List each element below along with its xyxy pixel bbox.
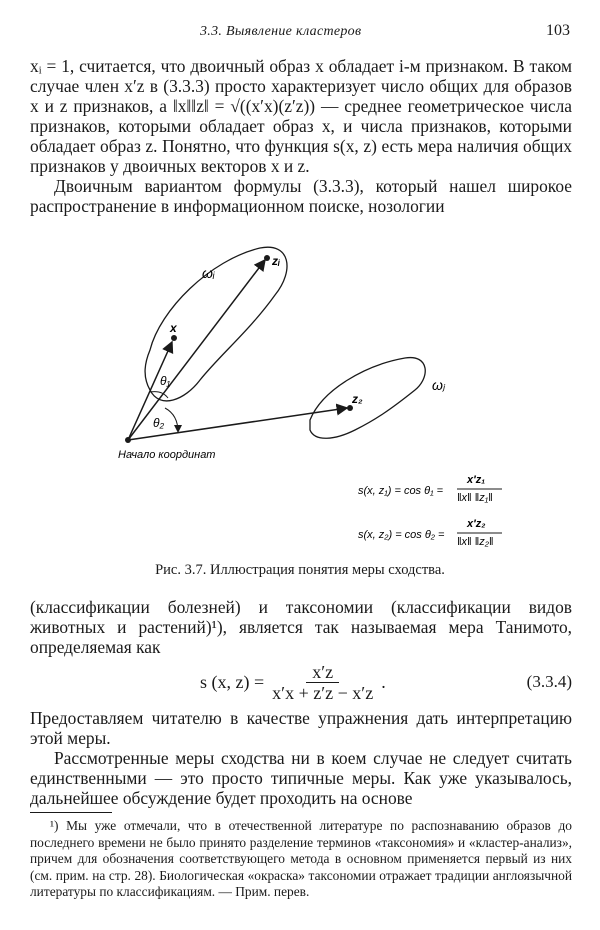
equation-left: s (x, z) = bbox=[200, 671, 265, 692]
formula-cos-theta-1 bbox=[358, 474, 502, 504]
point-x bbox=[171, 335, 177, 341]
formula-2-denominator: ‖x‖ ‖z₂‖ bbox=[457, 536, 494, 548]
origin-point bbox=[125, 437, 131, 443]
angle-theta-1-label: θ₁ bbox=[160, 374, 171, 388]
point-z2-label: z₂ bbox=[352, 392, 363, 406]
equation-numerator: x′z bbox=[306, 662, 339, 683]
text-block-middle bbox=[30, 597, 572, 657]
footnote-rule bbox=[30, 812, 112, 813]
point-zi bbox=[264, 255, 270, 261]
equation-number: (3.3.4) bbox=[526, 672, 572, 691]
angle-arc-2 bbox=[165, 408, 178, 432]
formula-2-numerator: x′z₂ bbox=[467, 518, 486, 530]
paragraph-2: Двоичным вариантом формулы (3.3.3), который нашел широкое распространение в информационном поиске, нозологии bbox=[30, 176, 572, 216]
point-x-label: x bbox=[170, 321, 177, 335]
tanimoto-formula bbox=[200, 662, 386, 702]
equation-fraction bbox=[268, 662, 377, 703]
formula-cos-theta-2 bbox=[358, 518, 502, 548]
angle-theta-2-label: θ₂ bbox=[153, 416, 165, 430]
formula-1-left: s(x, z₁) = cos θ₁ = bbox=[358, 485, 444, 497]
equation-trailing: . bbox=[381, 671, 386, 692]
text-block-bottom bbox=[30, 708, 572, 808]
running-head: 3.3. Выявление кластеров bbox=[200, 24, 362, 39]
formula-1-numerator: x′z₁ bbox=[467, 474, 486, 486]
formula-2-left: s(x, z₂) = cos θ₂ = bbox=[358, 529, 445, 541]
region-omega-j bbox=[310, 358, 425, 439]
paragraph-1: xᵢ = 1, считается, что двоичный образ x обладает i-м признаком. В таком случае член x′z в (3.3.3) просто характеризует число общих для образов x и z признаков, а ‖x‖‖z‖ = √((x′x)(z′z)) — среднее геометрическое числа признаков, которыми обладает образ x, и числа признаков, которыми обладает образ z. Понятно, что функция s(x, z) есть мера наличия общих признаков у двоичных векторов x и z. bbox=[30, 56, 572, 176]
point-zi-label: zᵢ bbox=[272, 254, 281, 268]
origin-label: Начало координат bbox=[118, 449, 216, 461]
equation-3-3-4 bbox=[30, 662, 572, 702]
footnote: ¹) Мы уже отмечали, что в отечественной литературе по распознаванию образов до последнего времени не было принято разделение терминов «таксономия» и «кластер-анализ», причем для обозначения соответствующего метода в основном применяется первый из них (см. прим. на стр. 28). Биологическая «окраска» таксономии отражает традиции англоязычной литературы по классификациям. — Прим. перев. bbox=[30, 818, 572, 900]
vector-zi bbox=[128, 260, 265, 440]
formula-1-denominator: ‖x‖ ‖z₁‖ bbox=[457, 492, 493, 504]
text-block-top bbox=[30, 56, 572, 216]
similarity-diagram bbox=[90, 240, 530, 560]
paragraph-3: (классификации болезней) и таксономии (классификации видов животных и растений)¹), является так называемая мера Танимото, определяемая как bbox=[30, 597, 572, 657]
figure-caption: Рис. 3.7. Иллюстрация понятия меры сходства. bbox=[155, 562, 445, 578]
paragraph-5: Рассмотренные меры сходства ни в коем случае не следует считать единственными — это просто типичные меры. Как уже указывалось, дальнейшее обсуждение будет проходить на основе bbox=[30, 748, 572, 808]
page-number: 103 bbox=[546, 22, 570, 39]
equation-denominator: x′x + z′z − x′z bbox=[272, 682, 374, 703]
region-omega-j-label: ωⱼ bbox=[432, 377, 446, 393]
region-omega-i-label: ωᵢ bbox=[202, 265, 215, 281]
paragraph-4: Предоставляем читателю в качестве упражнения дать интерпретацию этой меры. bbox=[30, 708, 572, 748]
figure-3-7 bbox=[90, 240, 530, 560]
